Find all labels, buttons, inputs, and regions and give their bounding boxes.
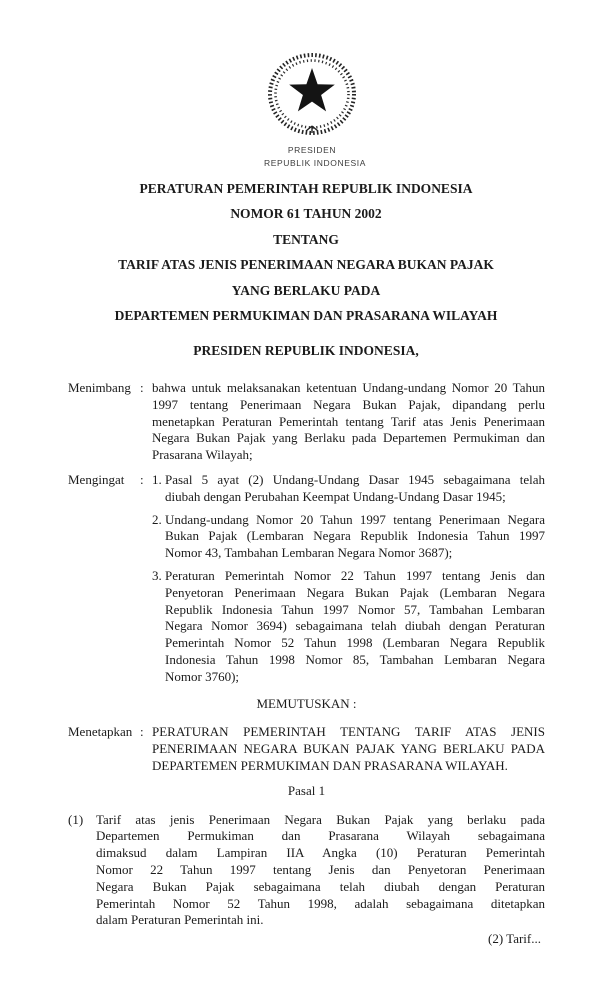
text-line: Nomor 43, Tambahan Lembaran Negara Nomor 3687); xyxy=(165,545,453,561)
text-line: Departemen Permukiman dan Prasarana Wilayah sebagaimana xyxy=(96,828,545,844)
national-emblem xyxy=(264,52,366,169)
text-line: Nomor 3760); xyxy=(165,668,240,684)
item-number: (1) xyxy=(68,811,84,827)
text-line: DEPARTEMEN PERMUKIMAN DAN PRASARANA WILAYAH xyxy=(114,307,498,323)
page-catchword: (2) Tarif... xyxy=(488,931,541,947)
legal-basis-item xyxy=(152,512,545,562)
text-line: Nomor 22 Tahun 1997 tentang Jenis dan Penyetoran Penerimaan xyxy=(96,861,545,877)
legal-basis-items xyxy=(152,472,545,686)
text-line: Negara Bukan Pajak sebagaimana telah diubah dengan Peraturan xyxy=(96,878,545,894)
text-line: Indonesia Tahun 1998 Nomor 85, Tambahan Lembaran Negara xyxy=(165,651,545,667)
emblem-caption-republik-indonesia: REPUBLIK INDONESIA xyxy=(264,157,366,168)
text-line: Peraturan Pemerintah Nomor 22 Tahun 1997 tentang Jenis dan xyxy=(165,567,545,583)
text-line: menetapkan Peraturan Pemerintah tentang Tarif atas Jenis Penerimaan xyxy=(152,413,545,429)
salutation-heading: PRESIDEN REPUBLIK INDONESIA, xyxy=(193,343,419,358)
colon-separator: : xyxy=(140,724,144,740)
enactment-label: Menetapkan xyxy=(68,724,133,740)
legal-basis-item xyxy=(152,568,545,686)
colon-separator: : xyxy=(140,471,144,487)
item-number: 3. xyxy=(152,567,162,583)
item-number: 1. xyxy=(152,471,162,487)
text-line: Penyetoran Penerimaan Negara Bukan Pajak (Lembaran Negara xyxy=(165,584,545,600)
text-line: Negara Nomor 3694) sebagaimana telah diubah dengan Peraturan xyxy=(165,618,545,634)
document-body xyxy=(68,380,545,948)
legal-basis-row xyxy=(68,472,545,686)
text-line: YANG BERLAKU PADA xyxy=(231,282,381,298)
item-text xyxy=(165,512,545,562)
text-line: PENERIMAAN NEGARA BUKAN PAJAK YANG BERLAKU PADA xyxy=(152,741,545,757)
text-line: 1997 tentang Penerimaan Negara Bukan Pajak, dipandang perlu xyxy=(152,396,545,412)
text-line: NOMOR 61 TAHUN 2002 xyxy=(230,206,382,222)
considerations-text xyxy=(152,380,545,464)
text-line: TARIF ATAS JENIS PENERIMAAN NEGARA BUKAN PAJAK xyxy=(118,257,494,273)
text-line: PERATURAN PEMERINTAH REPUBLIK INDONESIA xyxy=(139,181,473,196)
article-heading: Pasal 1 xyxy=(287,782,326,798)
text-line: diubah dengan Perubahan Keempat Undang-Undang Dasar 1945; xyxy=(165,488,506,504)
star-in-wreath-icon xyxy=(266,52,358,138)
legal-basis-item xyxy=(152,472,545,506)
text-line: Prasarana Wilayah; xyxy=(152,447,253,463)
considerations-label: Menimbang xyxy=(68,380,131,395)
enactment-row xyxy=(68,724,545,774)
text-line: dimaksud dalam Lampiran IIA Angka (10) Peraturan Pemerintah xyxy=(96,845,545,861)
text-line: Tarif atas jenis Penerimaan Negara Bukan Pajak yang berlaku pada xyxy=(96,811,545,827)
emblem-caption-presiden: PRESIDEN xyxy=(287,145,337,155)
item-text xyxy=(96,812,545,930)
text-line: Bukan Pajak (Lembaran Negara Republik Indonesia Tahun 1997 xyxy=(165,528,545,544)
text-line: TENTANG xyxy=(273,231,339,247)
text-line: Undang-undang Nomor 20 Tahun 1997 tentang Penerimaan Negara xyxy=(165,511,545,527)
item-text xyxy=(165,568,545,686)
text-line: DEPARTEMEN PERMUKIMAN DAN PRASARANA WILAYAH. xyxy=(152,757,508,773)
text-line: Negara Bukan Pajak yang Berlaku pada Departemen Permukiman dan xyxy=(152,430,545,446)
legal-basis-label: Mengingat xyxy=(68,471,125,487)
text-line: bahwa untuk melaksanakan ketentuan Undang-undang Nomor 20 Tahun xyxy=(152,380,545,395)
text-line: Pemerintah Nomor 52 Tahun 1998, adalah sebagaimana ditetapkan xyxy=(96,895,545,911)
item-text xyxy=(165,472,545,506)
text-line: Pemerintah Nomor 52 Tahun 1998 (Lembaran Negara Republik xyxy=(165,635,545,651)
text-line: Pasal 5 ayat (2) Undang-Undang Dasar 1945 sebagaimana telah xyxy=(165,471,545,487)
article-item xyxy=(68,812,545,930)
text-line: PERATURAN PEMERINTAH TENTANG TARIF ATAS JENIS xyxy=(152,724,545,740)
document-title xyxy=(0,176,612,328)
text-line: dalam Peraturan Pemerintah ini. xyxy=(96,912,264,928)
colon-separator: : xyxy=(140,380,144,395)
item-number: 2. xyxy=(152,511,162,527)
text-line: Republik Indonesia Tahun 1997 Nomor 57, Tambahan Lembaran xyxy=(165,601,545,617)
decision-heading: MEMUTUSKAN : xyxy=(256,695,357,711)
considerations-row xyxy=(68,380,545,464)
enactment-text xyxy=(152,724,545,774)
